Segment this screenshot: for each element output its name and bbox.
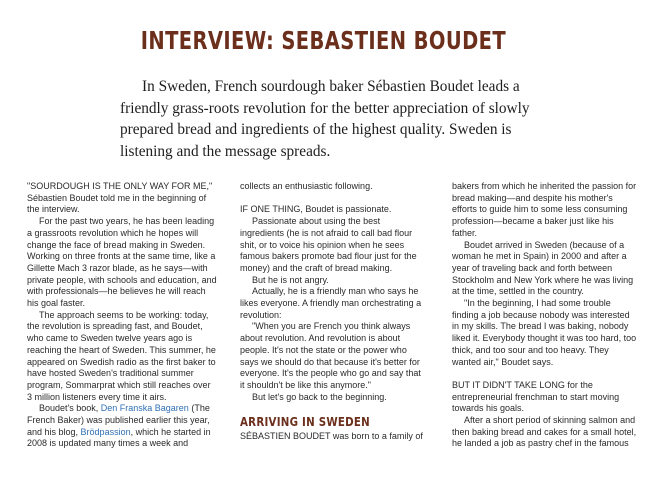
col3-paragraph-2: Boudet arrived in Sweden (because of a woman he met in Spain) in 2000 and after a year of traveling back and forth between Stockholm and New York where he was living at the time, settled in the country. [452, 239, 634, 297]
col2-paragraph-5: Actually, he is a friendly man who says he likes everyone. A friendly man orchestrating a revolution: [240, 286, 422, 320]
col1-paragraph-1: "SOURDOUGH IS THE ONLY WAY FOR ME," Sébastien Boudet told me in the beginning of the interview. [27, 181, 213, 215]
col1-p4-text-a: Boudet's book, [39, 403, 101, 414]
col1-paragraph-2: For the past two years, he has been leading a grassroots revolution which he hopes will change the face of bread making in Sweden. Working on three fronts at the same time, like a Gillette Mach 3 razor blade, as he says—with private people, with schools and education, and with professionals—he believes he will reach his goal faster. [27, 216, 217, 309]
col1-p4-text-c: , which he started in 2008 is updated many times a week and [27, 426, 211, 449]
col3-paragraph-4: BUT IT DIDN'T TAKE LONG for the entrepreneurial frenchman to start moving towards his goals. [452, 379, 620, 414]
article-column-2 [240, 181, 426, 443]
col1-p4-text-b: (The French Baker) was published earlier this year, and his blog, [27, 403, 210, 437]
col2-paragraph-4: But he is not angry. [252, 274, 329, 285]
col1-paragraph-4 [27, 403, 217, 450]
blog-link[interactable]: Brödpassion [80, 426, 131, 437]
article-column-1 [27, 181, 217, 450]
article-title: INTERVIEW: SEBASTIEN BOUDET [140, 26, 507, 55]
section-heading: ARRIVING IN SWEDEN [240, 414, 371, 430]
lede-paragraph: In Sweden, French sourdough baker Sébastien Boudet leads a friendly grass-roots revolution for the better appreciation of slowly prepared bread and ingredients of the highest quality. Sweden is listening and the message spreads. [120, 78, 530, 160]
col2-paragraph-1: collects an enthusiastic following. [240, 181, 373, 191]
col3-paragraph-5: After a short period of skinning salmon and then baking bread and cakes for a small hotel, he landed a job as pastry chef in the famous [452, 415, 637, 449]
col2-paragraph-2: IF ONE THING, Boudet is passionate. [240, 204, 392, 215]
col1-paragraph-3: The approach seems to be working: today, the revolution is spreading fast, and Boudet, who came to Sweden twelve years ago is reaching the heart of Sweden. This summer, he appeared on Swedish radio as the first baker to have hosted Sweden's traditional summer program, Sommarprat which still reaches over 3 million listeners every time it airs. [27, 309, 216, 402]
col3-paragraph-3: "In the beginning, I had some trouble finding a job because nobody was interested in my skills. The bread I was baking, nobody liked it. Everybody thought it was too hard, too thick, and too sour and too heavy. They wanted air," Boudet says. [452, 298, 637, 367]
col2-paragraph-8: SÉBASTIEN BOUDET was born to a family of [240, 431, 423, 442]
article-column-3 [452, 181, 638, 450]
col2-paragraph-3: Passionate about using the best ingredients (he is not afraid to call bad flour shit, or to voice his opinion when he sees famous bakers promote bad flour just for the money) and the craft of bread making. [240, 216, 417, 273]
col2-paragraph-7: But let's go back to the beginning. [252, 391, 387, 402]
article-lede [120, 76, 540, 162]
book-link[interactable]: Den Franska Bagaren [100, 403, 189, 414]
col3-paragraph-1: bakers from which he inherited the passion for bread making—and despite his mother's efforts to guide him to some less consuming profession—became a baker just like his father. [452, 181, 637, 238]
col2-paragraph-6: "When you are French you think always about revolution. And revolution is about people. It's not the state or the power who says we should do that because it's better for everyone. It's the people who go and say that it shouldn't be like this anymore." [240, 321, 421, 390]
